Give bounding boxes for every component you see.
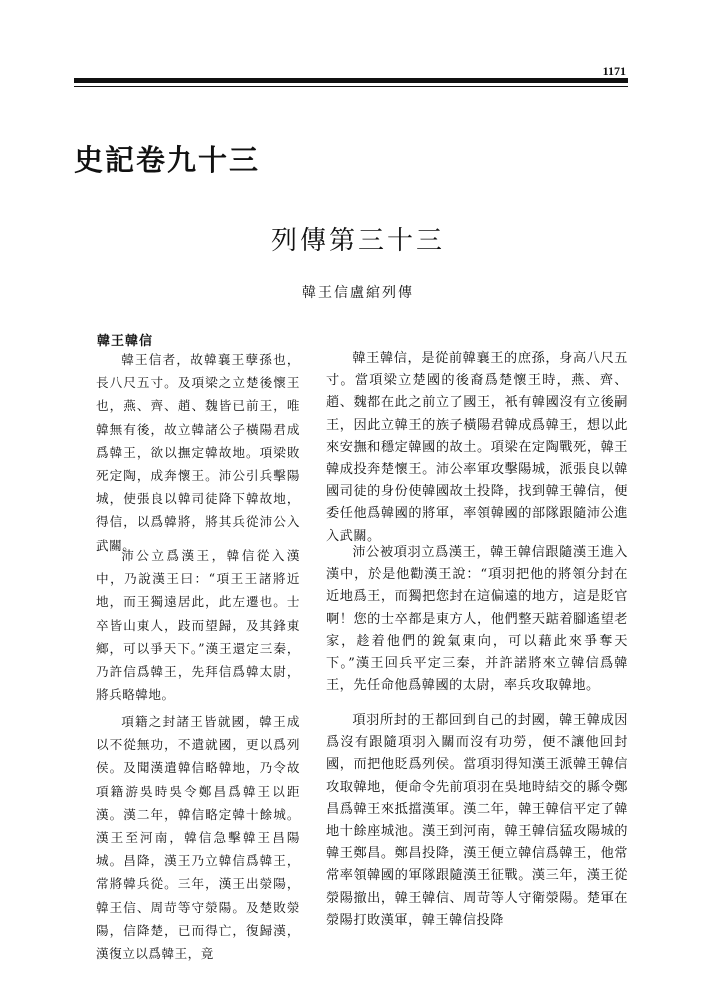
- classical-paragraph-1: 韓王信者，故韓襄王孽孫也，長八尺五寸。及項梁之立楚後懷王也，燕、齊、趙、魏皆已前王，唯韓無有後，故立韓諸公子橫陽君成爲韓王，欲以撫定韓故地。項梁敗死定陶，成奔懷王。沛公引兵擊陽城，使張良以韓司徒降下韓故地，得信，以爲韓將，將其兵從沛公入武關。: [96, 352, 300, 553]
- classical-text-column: [96, 348, 300, 988]
- modern-paragraph-1: 韓王韓信，是從前韓襄王的庶孫，身高八尺五寸。當項梁立楚國的後裔爲楚懷王時，燕、齊、趙、魏都在此之前立了國王，衹有韓國沒有立後嗣王，因此立韓王的族子橫陽君韓成爲韓王，想以此來安撫和穩定韓國的故土。項梁在定陶戰死，韓王韓成投奔楚懷王。沛公率軍攻擊陽城，派張良以韓國司徒的身份使韓國故土投降，找到韓王韓信，便委任他爲韓國的將軍，率領韓國的部隊跟隨沛公進入武關。: [326, 351, 628, 544]
- modern-translation-column: [326, 348, 628, 988]
- header-rule-thin: [74, 86, 628, 87]
- classical-paragraph-2: 沛公立爲漢王，韓信從入漢中，乃說漢王曰：“項王王諸將近地，而王獨遠居此，此左遷也。士卒皆山東人，跂而望歸，及其鋒東鄉，可以爭天下。”漢王還定三秦，乃許信爲韓王，先拜信爲韓太尉，將兵略韓地。: [96, 548, 300, 703]
- page-number: 1171: [602, 64, 626, 78]
- header-rule-thick: [74, 78, 628, 83]
- chapter-subtitle: 韓王信盧綰列傳: [302, 285, 414, 301]
- modern-paragraph-3: 項羽所封的王都回到自己的封國，韓王韓成因爲沒有跟隨項羽入關而沒有功勞，便不讓他回封國，而把他貶爲列侯。當項羽得知漢王派韓王韓信攻取韓地，便命令先前項羽在吳地時結交的縣令鄭昌爲韓王來抵擋漢軍。漢二年，韓王韓信平定了韓地十餘座城池。漢王到河南，韓王韓信猛攻陽城的韓王鄭昌。鄭昌投降，漢王便立韓信爲韓王，他常常率領韓國的軍隊跟隨漢王征戰。漢三年，漢王從滎陽撤出，韓王韓信、周苛等人守衛滎陽。楚軍在滎陽打敗漢軍，韓王韓信投降: [326, 713, 628, 928]
- volume-title: 史記卷九十三: [74, 143, 261, 177]
- chapter-title: 列傳第三十三: [270, 226, 445, 256]
- classical-paragraph-3: 項籍之封諸王皆就國，韓王成以不從無功，不遣就國，更以爲列侯。及聞漢遣韓信略韓地，乃令故項籍游吳時吳令鄭昌爲韓王以距漢。漢二年，韓信略定韓十餘城。漢王至河南，韓信急擊韓王昌陽城。昌降，漢王乃立韓信爲韓王，常將韓兵從。三年，漢王出滎陽，韓王信、周苛等守滎陽。及楚敗滎陽，信降楚，已而得亡，復歸漢，漢復立以爲韓王，竟: [96, 714, 300, 962]
- section-heading: 韓王韓信: [97, 334, 154, 349]
- modern-paragraph-2: 沛公被項羽立爲漢王，韓王韓信跟隨漢王進入漢中，於是他勸漢王說：“項羽把他的將領分封在近地爲王，而獨把您封在這偏遠的地方，這是貶官啊！您的士卒都是東方人，他們整天踮着腳遙望老家，趁着他們的銳氣東向，可以藉此來爭奪天下。”漢王回兵平定三秦，并許諾將來立韓信爲韓王，先任命他爲韓國的太尉，率兵攻取韓地。: [326, 545, 628, 694]
